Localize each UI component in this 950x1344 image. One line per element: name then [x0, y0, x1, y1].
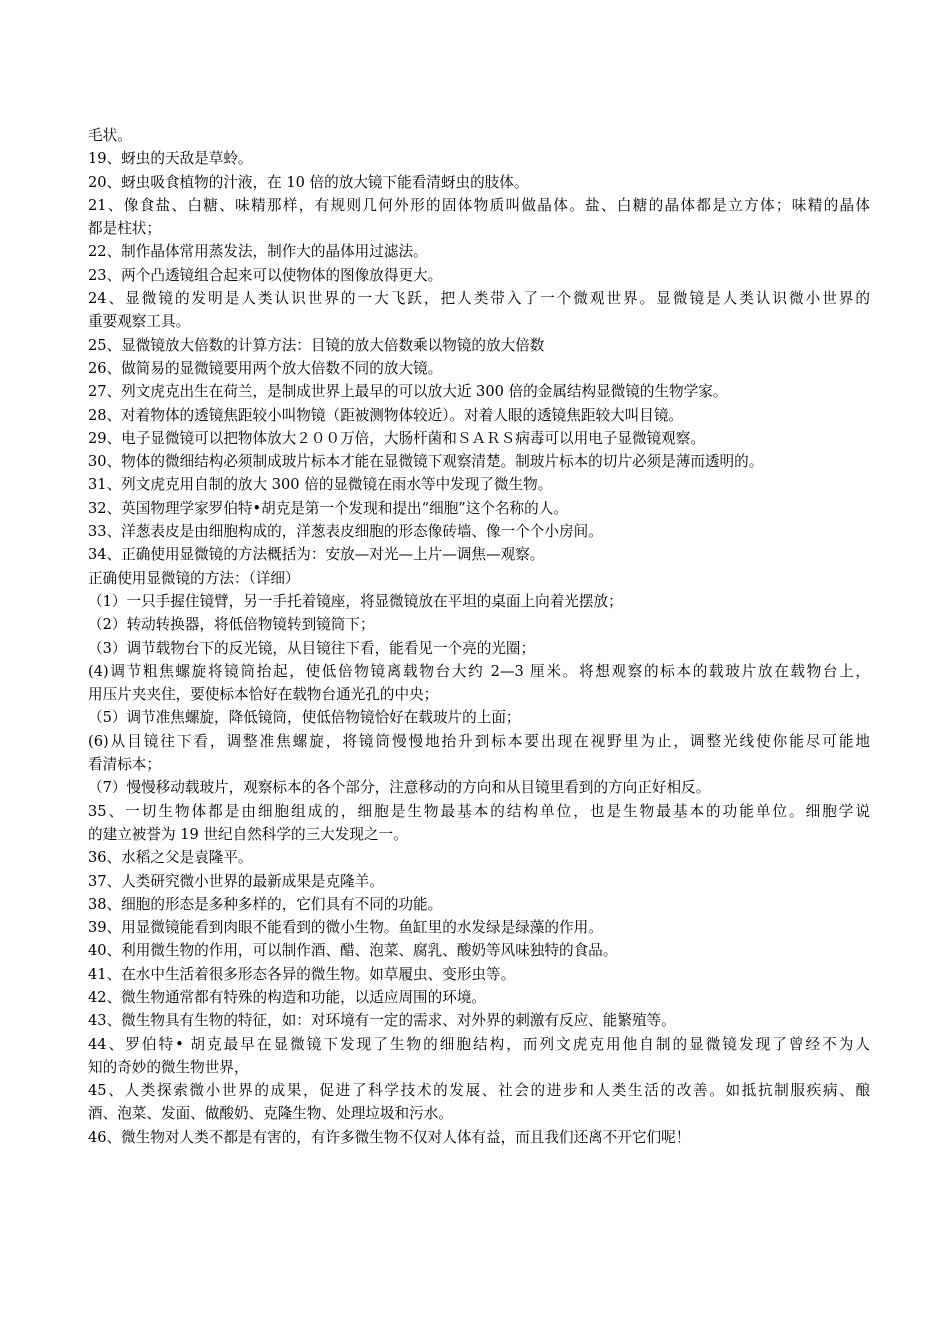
- text-line-19: 正确使用显微镜的方法：（详细）: [88, 569, 300, 587]
- text-line-5: 22、制作晶体常用蒸发法，制作大的晶体用过滤法。: [88, 243, 428, 261]
- text-line-13: 29、电子显微镜可以把物体放大２００万倍，大肠杆菌和ＳＡＲＳ病毒可以用电子显微镜观察。: [88, 429, 705, 447]
- text-line-43: 46、微生物对人类不都是有害的，有许多微生物不仅对人体有益，而且我们还离不开它们呢！: [88, 1128, 691, 1146]
- document-page: [88, 124, 870, 1149]
- text-line-14: 30、物体的微细结构必须制成玻片标本才能在显微镜下观察清楚。制玻片标本的切片必须是薄而透明的。: [88, 453, 764, 471]
- text-line-35: 40、利用微生物的作用，可以制作酒、醋、泡菜、腐乳、酸奶等风味独特的食品。: [88, 942, 618, 960]
- text-line-2: 20、蚜虫吸食植物的汁液，在 10 倍的放大镜下能看清蚜虫的肢体。: [88, 173, 529, 191]
- text-line-1: 19、蚜虫的天敌是草蛉。: [88, 150, 253, 168]
- text-line-9: 25、显微镜放大倍数的计算方法：目镜的放大倍数乘以物镜的放大倍数: [88, 336, 545, 354]
- text-line-25: （5）调节准焦螺旋，降低镜筒，使低倍物镜恰好在载玻片的上面；: [88, 709, 521, 727]
- text-line-23: (4)调节粗焦螺旋将镜筒抬起，使低倍物镜离载物台大约 2—3 厘米。将想观察的标本的载玻片放在载物台上，: [88, 662, 870, 680]
- text-line-27: 看清标本；: [88, 756, 161, 774]
- text-line-3: 21、像食盐、白糖、味精那样，有规则几何外形的固体物质叫做晶体。盐、白糖的晶体都是立方体；味精的晶体: [88, 196, 870, 214]
- text-line-34: 39、用显微镜能看到肉眼不能看到的微小生物。鱼缸里的水发绿是绿藻的作用。: [88, 919, 603, 937]
- text-line-29: 35、一切生物体都是由细胞组成的，细胞是生物最基本的结构单位，也是生物最基本的功能单位。细胞学说: [88, 802, 870, 820]
- text-line-26: (6)从目镜往下看，调整准焦螺旋，将镜筒慢慢地抬升到标本要出现在视野里为止，调整光线使你能尽可能地: [88, 732, 870, 750]
- text-line-11: 27、列文虎克出生在荷兰，是制成世界上最早的可以放大近 300 倍的金属结构显微镜的生物学家。: [88, 383, 728, 401]
- text-line-39: 44、罗伯特• 胡克最早在显微镜下发现了生物的细胞结构，而列文虎克用他自制的显微镜发现了曾经不为人: [88, 1035, 870, 1053]
- text-line-37: 42、微生物通常都有特殊的构造和功能，以适应周围的环境。: [88, 988, 487, 1006]
- text-line-12: 28、对着物体的透镜焦距较小叫物镜（距被测物体较近）。对着人眼的透镜焦距较大叫目镜。: [88, 406, 684, 424]
- text-line-41: 45、人类探索微小世界的成果，促进了科学技术的发展、社会的进步和人类生活的改善。如抵抗制服疾病、酿: [88, 1082, 870, 1100]
- text-line-8: 重要观察工具。: [88, 313, 191, 331]
- text-line-4: 都是柱状；: [88, 220, 161, 238]
- text-line-31: 36、水稻之父是袁隆平。: [88, 849, 253, 867]
- text-line-32: 37、人类研究微小世界的最新成果是克隆羊。: [88, 872, 384, 890]
- text-line-33: 38、细胞的形态是多种多样的，它们具有不同的功能。: [88, 895, 443, 913]
- text-line-0: 毛状。: [88, 127, 132, 144]
- text-line-20: （1）一只手握住镜臂，另一手托着镜座，将显微镜放在平坦的桌面上向着光摆放；: [88, 592, 623, 610]
- text-line-40: 知的奇妙的微生物世界，: [88, 1058, 249, 1076]
- text-line-30: 的建立被誉为 19 世纪自然科学的三大发现之一。: [88, 825, 408, 843]
- text-line-15: 31、列文虎克用自制的放大 300 倍的显微镜在雨水等中发现了微生物。: [88, 476, 553, 494]
- text-line-28: （7）慢慢移动载玻片，观察标本的各个部分，注意移动的方向和从目镜里看到的方向正好相反。: [88, 779, 711, 797]
- text-line-16: 32、英国物理学家罗伯特•胡克是第一个发现和提出“细胞”这个名称的人。: [88, 499, 568, 517]
- text-line-24: 用压片夹夹住，要使标本恰好在载物台通光孔的中央；: [88, 686, 439, 704]
- text-line-38: 43、微生物具有生物的特征，如：对环境有一定的需求、对外界的刺激有反应、能繁殖等。: [88, 1012, 676, 1030]
- text-line-42: 酒、泡菜、发面、做酸奶、克隆生物、处理垃圾和污水。: [88, 1105, 453, 1123]
- text-line-18: 34、正确使用显微镜的方法概括为：安放—对光—上片—调焦—观察。: [88, 546, 545, 564]
- text-line-22: （3）调节载物台下的反光镜，从目镜往下看，能看见一个亮的光圈；: [88, 639, 536, 657]
- text-line-17: 33、洋葱表皮是由细胞构成的，洋葱表皮细胞的形态像砖墙、像一个个小房间。: [88, 523, 603, 541]
- text-line-21: （2）转动转换器，将低倍物镜转到镜筒下；: [88, 616, 375, 634]
- text-line-6: 23、两个凸透镜组合起来可以使物体的图像放得更大。: [88, 266, 443, 284]
- text-line-10: 26、做简易的显微镜要用两个放大倍数不同的放大镜。: [88, 359, 443, 377]
- text-line-36: 41、在水中生活着很多形态各异的微生物。如草履虫、变形虫等。: [88, 965, 516, 983]
- text-line-7: 24、显微镜的发明是人类认识世界的一大飞跃，把人类带入了一个微观世界。显微镜是人类认识微小世界的: [88, 290, 870, 308]
